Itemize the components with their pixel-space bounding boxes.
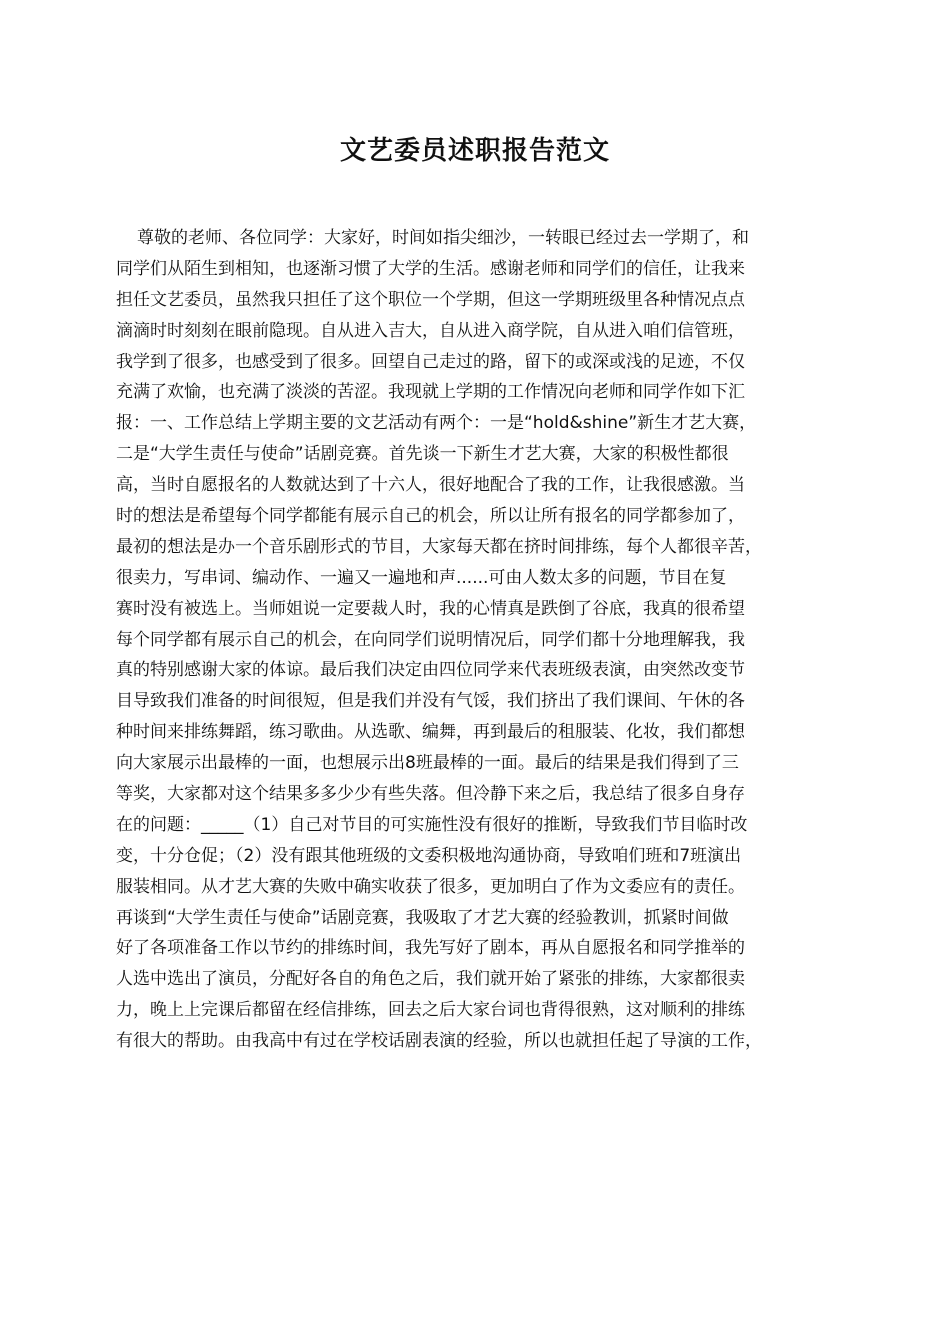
text-line: 再谈到“大学生责任与使命”话剧竞赛，我吸取了才艺大赛的经验教训，抓紧时间做 <box>116 907 729 928</box>
document-title: 文艺委员述职报告范文 <box>339 136 610 166</box>
text-line: 滴滴时时刻刻在眼前隐现。自从进入吉大，自从进入商学院，自从进入咱们信管班， <box>116 320 745 341</box>
text-line: 每个同学都有展示自己的机会，在向同学们说明情况后，同学们都十分地理解我，我 <box>116 629 745 650</box>
text-line: 向大家展示出最棒的一面，也想展示出8班最棒的一面。最后的结果是我们得到了三 <box>116 753 739 774</box>
text-line: 尊敬的老师、各位同学：大家好，时间如指尖细沙，一转眼已经过去一学期了，和 <box>137 228 749 248</box>
text-line: 最初的想法是办一个音乐剧形式的节目，大家每天都在挤时间排练，每个人都很辛苦， <box>116 536 762 557</box>
text-line: 力，晚上上完课后都留在经信排练，回去之后大家台词也背得很熟，这对顺利的排练 <box>116 1000 745 1021</box>
text-line: 变，十分仓促；（2）没有跟其他班级的文委积极地沟通协商，导致咱们班和7班演出 <box>116 845 742 866</box>
text-line: 人选中选出了演员，分配好各自的角色之后，我们就开始了紧张的排练，大家都很卖 <box>116 969 745 990</box>
text-line: 很卖力，写串词、编动作、一遍又一遍地和声......可由人数太多的问题，节目在复 <box>116 567 727 588</box>
text-line: 好了各项准备工作以节约的排练时间，我先写好了剧本，再从自愿报名和同学推举的 <box>116 938 745 959</box>
text-line: 有很大的帮助。由我高中有过在学校话剧表演的经验，所以也就担任起了导演的工作， <box>116 1031 762 1052</box>
text-line: 同学们从陌生到相知，也逐渐习惯了大学的生活。感谢老师和同学们的信任，让我来 <box>116 258 745 279</box>
text-line: 时的想法是希望每个同学都能有展示自己的机会，所以让所有报名的同学都参加了， <box>116 506 745 527</box>
text-line: 我学到了很多，也感受到了很多。回望自己走过的路，留下的或深或浅的足迹，不仅 <box>116 351 745 372</box>
text-line: 充满了欢愉，也充满了淡淡的苦涩。我现就上学期的工作情况向老师和同学作如下汇 <box>116 382 745 403</box>
text-line: 目导致我们准备的时间很短，但是我们并没有气馁，我们挤出了我们课间、午休的各 <box>116 691 745 712</box>
text-line: 真的特别感谢大家的体谅。最后我们决定由四位同学来代表班级表演，由突然改变节 <box>116 660 745 681</box>
text-line: 等奖，大家都对这个结果多多少少有些失落。但冷静下来之后，我总结了很多自身存 <box>116 784 745 805</box>
document-body <box>116 223 838 1057</box>
text-line: 担任文艺委员，虽然我只担任了这个职位一个学期，但这一学期班级里各种情况点点 <box>116 289 745 310</box>
text-line: 种时间来排练舞蹈，练习歌曲。从选歌、编舞，再到最后的租服装、化妆，我们都想 <box>116 722 745 743</box>
text-line: 服装相同。从才艺大赛的失败中确实收获了很多，更加明白了作为文委应有的责任。 <box>116 876 745 897</box>
text-line: 在的问题：_____（1）自己对节目的可实施性没有很好的推断，导致我们节目临时改 <box>116 814 748 835</box>
text-line: 二是“大学生责任与使命”话剧竞赛。首先谈一下新生才艺大赛，大家的积极性都很 <box>116 444 729 465</box>
text-line: 赛时没有被选上。当师姐说一定要裁人时，我的心情真是跌倒了谷底，我真的很希望 <box>116 598 745 619</box>
text-line: 报：一、工作总结上学期主要的文艺活动有两个：一是“hold&shine”新生才艺大赛， <box>116 413 757 434</box>
text-line: 高，当时自愿报名的人数就达到了十六人，很好地配合了我的工作，让我很感激。当 <box>116 475 745 496</box>
